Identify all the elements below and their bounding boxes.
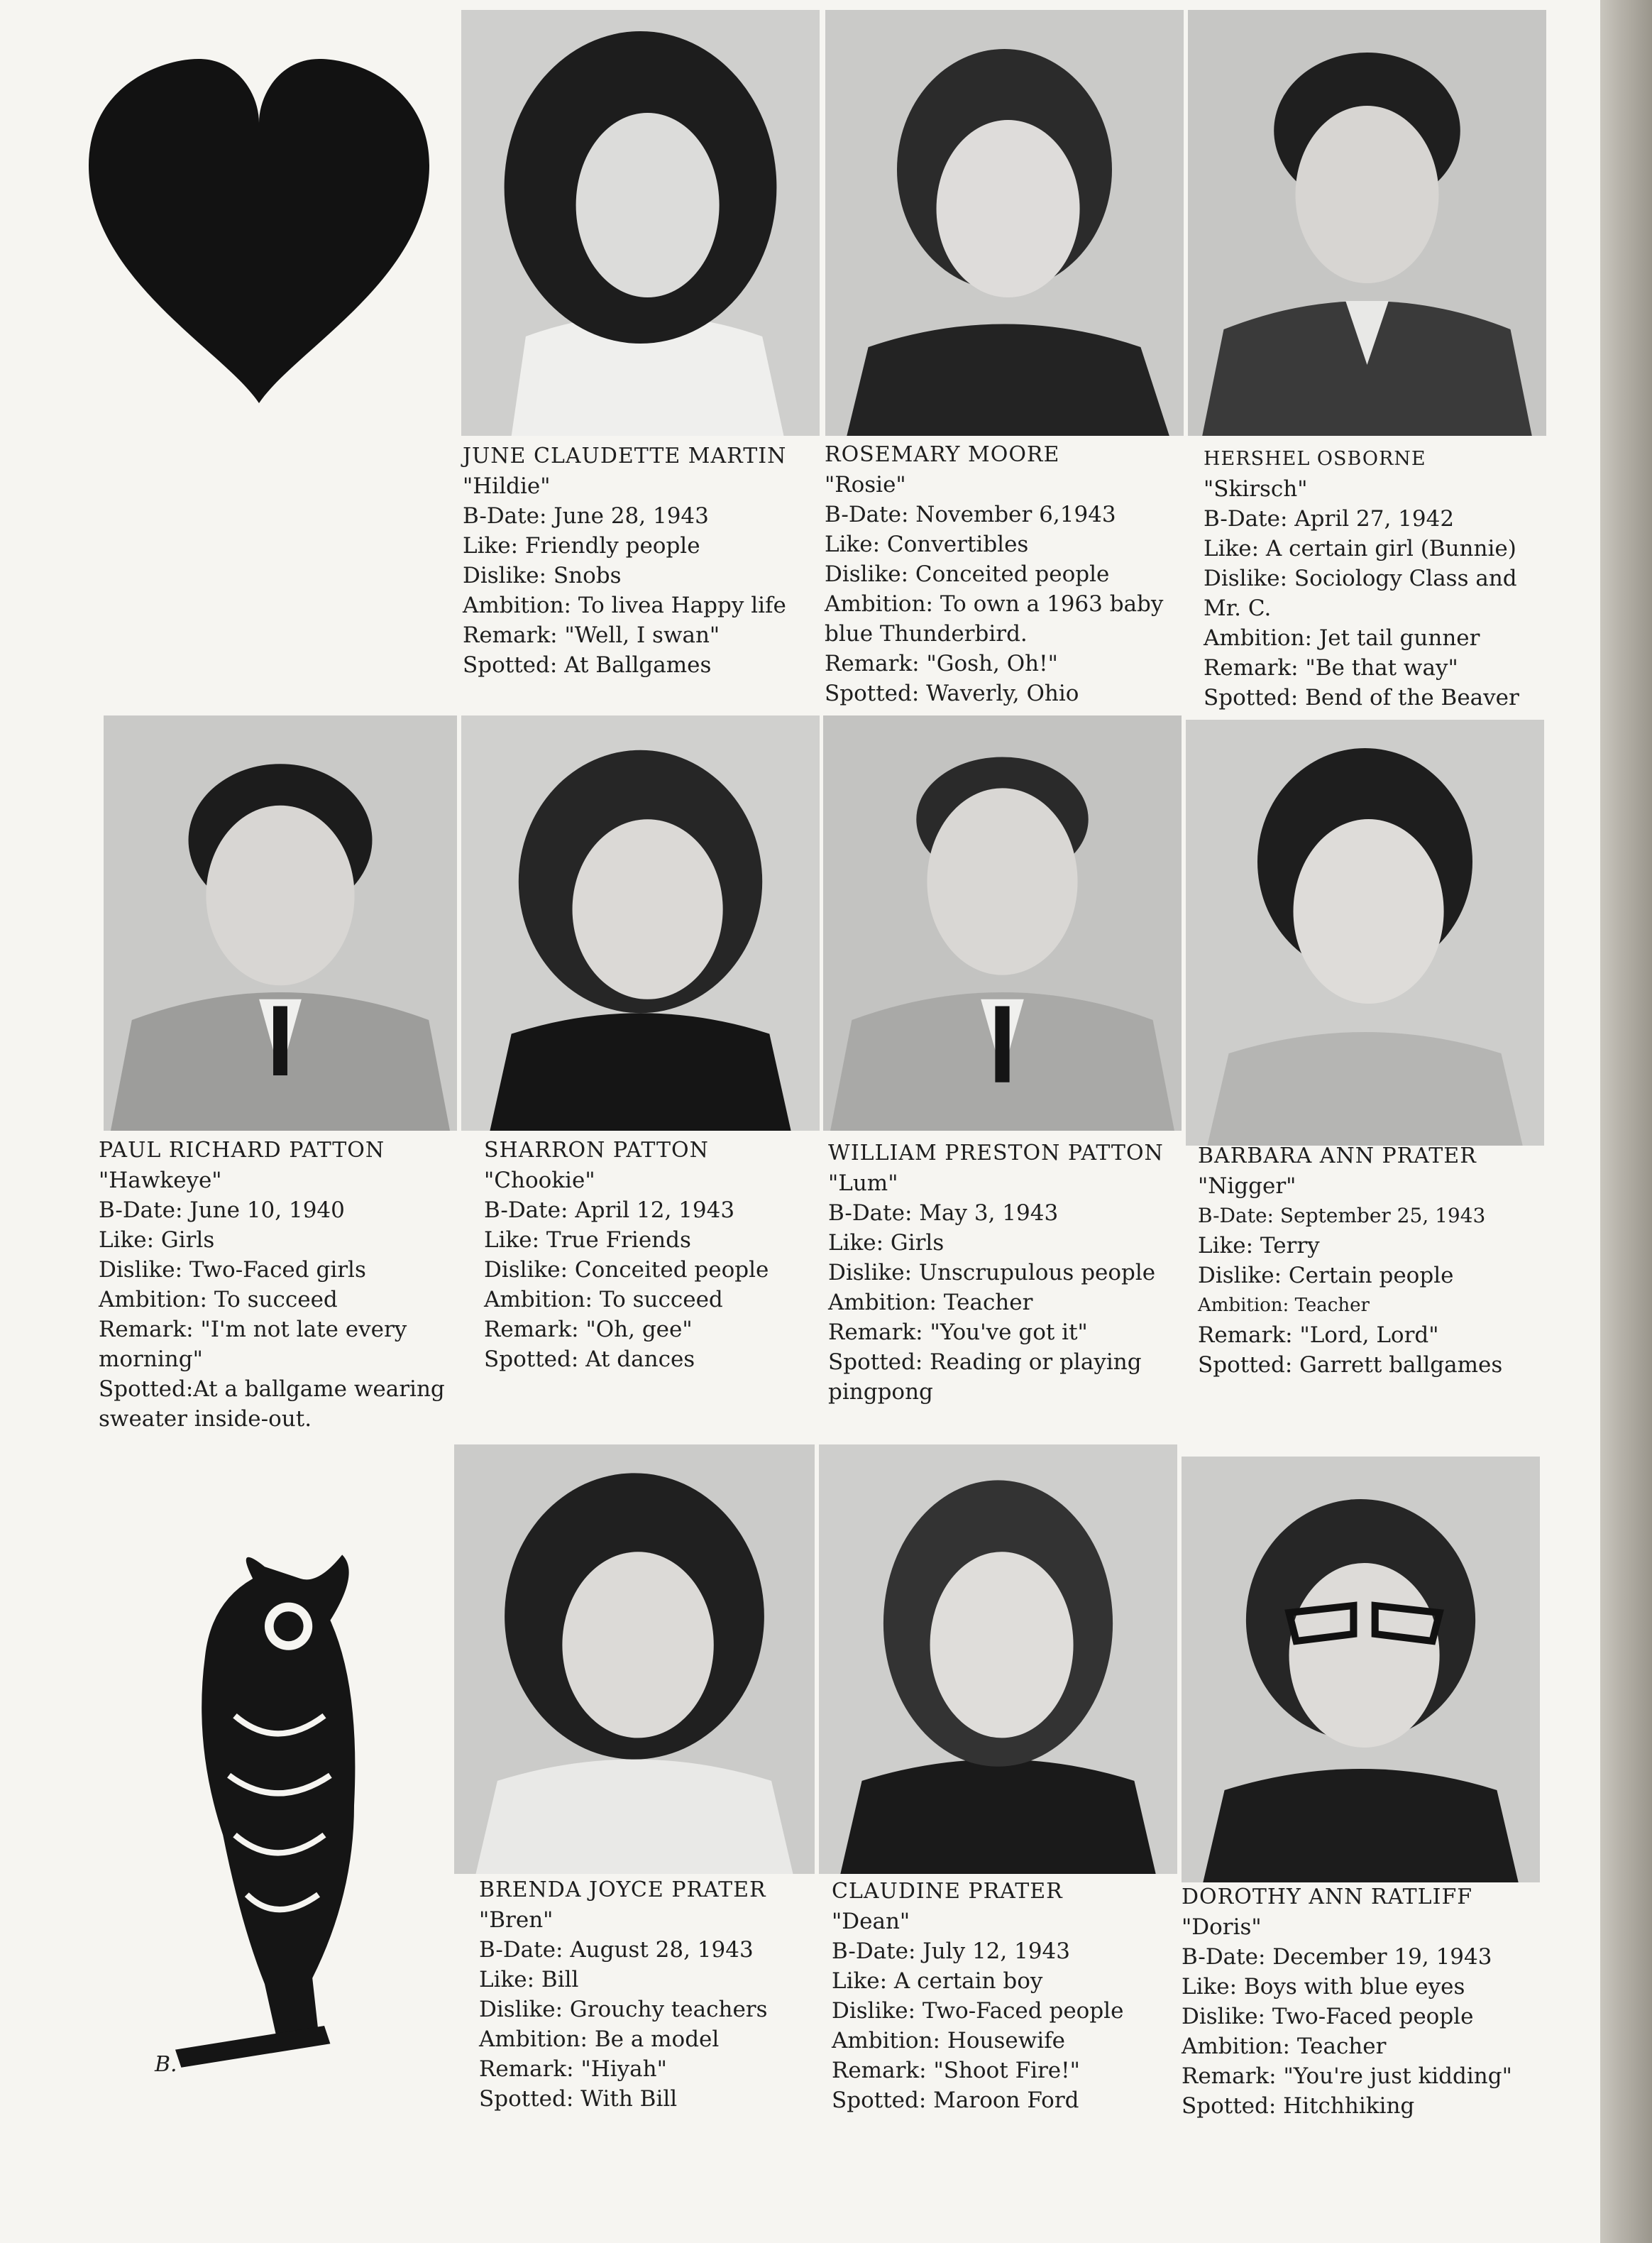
student-detail: Mr. C. [1204,596,1272,621]
student-detail: Like: Girls [99,1227,215,1253]
student-detail: Like: A certain girl (Bunnie) [1204,536,1516,561]
student-name: ROSEMARY MOORE [825,442,1060,467]
student-detail: B-Date: August 28, 1943 [479,1937,754,1963]
student-detail: Spotted: With Bill [479,2086,678,2112]
student-detail: Like: Convertibles [825,532,1029,557]
student-caption [1182,1882,1512,2121]
portrait-photo [461,10,820,436]
student-detail: Dislike: Snobs [463,563,622,588]
student-detail: Dislike: Two-Faced girls [99,1257,366,1283]
student-detail: Like: Friendly people [463,533,700,559]
student-caption [832,1877,1123,2115]
student-detail: B-Date: April 12, 1943 [484,1197,735,1223]
student-detail: Ambition: To livea Happy life [463,593,786,618]
owl-signature: B. [155,2052,177,2077]
student-detail: Spotted: Waverly, Ohio [825,681,1079,706]
student-detail: Dislike: Sociology Class and [1204,566,1517,591]
portrait-photo [104,715,457,1131]
student-nickname: "Bren" [479,1907,554,1933]
student-detail: Spotted: Maroon Ford [832,2088,1079,2113]
student-name: PAUL RICHARD PATTON [99,1138,385,1163]
portrait-photo [819,1444,1177,1874]
student-detail: Remark: "Hiyah" [479,2056,667,2082]
student-detail: B-Date: September 25, 1943 [1198,1204,1486,1227]
student-detail: Spotted:At a ballgame wearing [99,1376,445,1402]
student-detail: Remark: "Lord, Lord" [1198,1322,1439,1348]
student-detail: Remark: "Gosh, Oh!" [825,651,1058,676]
student-detail: Dislike: Two-Faced people [832,1998,1124,2024]
student-caption [484,1136,769,1374]
student-detail: Ambition: Jet tail gunner [1204,625,1480,651]
student-name: SHARRON PATTON [484,1138,709,1163]
student-caption [99,1136,445,1434]
student-detail: morning" [99,1347,203,1372]
portrait-photo [1186,720,1544,1146]
student-name: DOROTHY ANN RATLIFF [1182,1885,1473,1909]
student-detail: B-Date: June 10, 1940 [99,1197,345,1223]
student-name: BRENDA JOYCE PRATER [479,1877,766,1902]
portrait-photo [823,715,1182,1131]
student-detail: Ambition: Housewife [832,2028,1066,2053]
student-nickname: "Dean" [832,1909,910,1934]
student-detail: Remark: "You've got it" [828,1320,1088,1345]
page-binding-edge [1600,0,1652,2243]
student-detail: B-Date: July 12, 1943 [832,1938,1070,1964]
student-detail: Remark: "Shoot Fire!" [832,2058,1080,2083]
student-detail: Like: Girls [828,1230,945,1256]
student-detail: Remark: "Oh, gee" [484,1317,693,1342]
student-detail: Like: True Friends [484,1227,691,1253]
student-nickname: "Rosie" [825,472,906,498]
owl-icon [145,1537,444,2097]
student-caption [1204,444,1519,713]
student-caption [463,442,786,680]
student-detail: Dislike: Unscrupulous people [828,1260,1156,1285]
student-detail: Spotted: At dances [484,1347,695,1372]
student-detail: B-Date: December 19, 1943 [1182,1944,1492,1970]
student-name: CLAUDINE PRATER [832,1879,1063,1904]
student-nickname: "Hildie" [463,473,551,499]
student-nickname: "Chookie" [484,1168,595,1193]
student-detail: B-Date: May 3, 1943 [828,1200,1059,1226]
student-caption [825,440,1163,708]
student-detail: Remark: "Well, I swan" [463,623,720,648]
student-detail: sweater inside-out. [99,1406,312,1432]
student-detail: Ambition: To succeed [99,1287,338,1312]
student-detail: Like: Boys with blue eyes [1182,1974,1465,2000]
student-detail: pingpong [828,1379,933,1405]
student-caption [1198,1141,1502,1380]
student-detail: Remark: "You're just kidding" [1182,2063,1512,2089]
student-nickname: "Doris" [1182,1914,1262,1940]
student-detail: Ambition: Teacher [1182,2034,1387,2059]
student-caption [479,1875,768,2114]
student-detail: Like: Bill [479,1967,579,1992]
student-detail: Spotted: Reading or playing [828,1349,1142,1375]
student-name: BARBARA ANN PRATER [1198,1144,1477,1168]
student-nickname: "Skirsch" [1204,476,1308,502]
student-name: WILLIAM PRESTON PATTON [828,1141,1164,1166]
student-detail: Dislike: Grouchy teachers [479,1997,768,2022]
portrait-photo [461,715,820,1131]
student-detail: Ambition: Be a model [479,2027,720,2052]
student-name: HERSHEL OSBORNE [1204,448,1426,470]
student-nickname: "Hawkeye" [99,1168,222,1193]
portrait-photo [825,10,1184,436]
student-nickname: "Nigger" [1198,1173,1296,1199]
portrait-photo [1182,1457,1540,1882]
student-detail: Dislike: Two-Faced people [1182,2004,1474,2029]
student-detail: Ambition: To succeed [484,1287,723,1312]
student-detail: B-Date: April 27, 1942 [1204,506,1455,532]
student-detail: Dislike: Conceited people [484,1257,769,1283]
student-detail: Dislike: Conceited people [825,561,1110,587]
student-detail: Spotted: At Ballgames [463,652,712,678]
student-detail: Dislike: Certain people [1198,1263,1454,1288]
student-detail: Ambition: To own a 1963 baby [825,591,1164,617]
portrait-photo [454,1444,815,1874]
student-caption [828,1139,1164,1407]
student-detail: B-Date: November 6,1943 [825,502,1116,527]
heart-icon [82,55,436,417]
portrait-photo [1188,10,1546,436]
student-detail: Remark: "I'm not late every [99,1317,407,1342]
student-detail: Like: Terry [1198,1233,1320,1258]
student-detail: Ambition: Teacher [828,1290,1033,1315]
student-detail: Spotted: Garrett ballgames [1198,1352,1503,1378]
student-nickname: "Lum" [828,1170,898,1196]
student-detail: Spotted: Bend of the Beaver [1204,685,1519,711]
student-name: JUNE CLAUDETTE MARTIN [463,444,787,468]
student-detail: Spotted: Hitchhiking [1182,2093,1415,2119]
student-detail: Ambition: Teacher [1198,1295,1370,1316]
student-detail: B-Date: June 28, 1943 [463,503,709,529]
student-detail: Like: A certain boy [832,1968,1043,1994]
student-detail: Remark: "Be that way" [1204,655,1458,681]
student-detail: blue Thunderbird. [825,621,1028,647]
